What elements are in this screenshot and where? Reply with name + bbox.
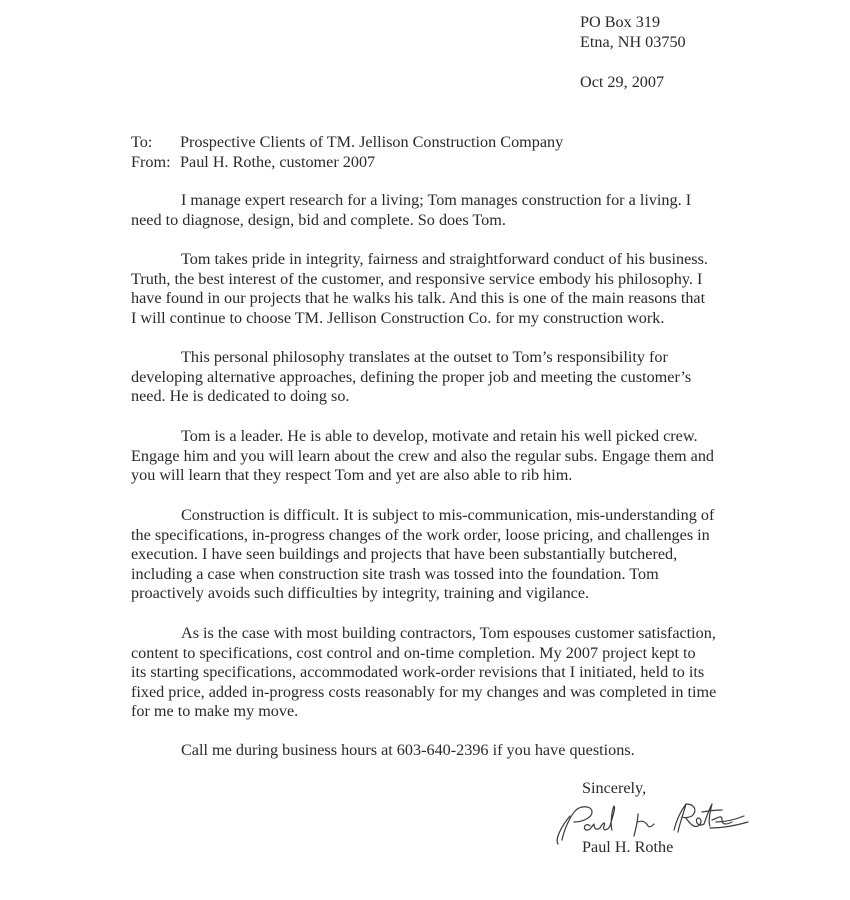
from-label: From: (131, 153, 171, 171)
address-line-2: Etna, NH 03750 (580, 32, 686, 51)
paragraph-1 (131, 191, 771, 230)
paragraph-line: content to specifications, cost control and on-time completion. My 2007 project kept to (131, 643, 696, 662)
paragraph-line: Call me during business hours at 603-640-2396 if you have questions. (181, 741, 635, 759)
paragraph-line: Construction is difficult. It is subject to mis-communication, mis-understanding of (181, 506, 715, 524)
paragraph-line: execution. I have seen buildings and projects that have been substantially butchered, (131, 545, 678, 563)
paragraph-line: As is the case with most building contractors, Tom espouses customer satisfaction, (181, 624, 716, 642)
paragraph-line: the specifications, in-progress changes of the work order, loose pricing, and challenges in (131, 525, 710, 544)
from-line (131, 153, 375, 173)
paragraph-line: need to diagnose, design, bid and complete. So does Tom. (131, 210, 506, 229)
from-value: Paul H. Rothe, customer 2007 (180, 153, 376, 171)
paragraph-line: for me to make my move. (131, 702, 299, 720)
paragraph-line: Engage him and you will learn about the crew and also the regular subs. Engage them and (131, 446, 715, 465)
paragraph-line: fixed price, added in-progress costs reasonably for my changes and was completed in time (131, 682, 717, 701)
paragraph-line: Tom is a leader. He is able to develop, motivate and retain his well picked crew. (181, 427, 698, 445)
paragraph-line: Tom takes pride in integrity, fairness and straightforward conduct of his business. (181, 250, 708, 268)
paragraph-line: have found in our projects that he walks his talk. And this is one of the main reasons that (131, 289, 706, 307)
letter-date: Oct 29, 2007 (580, 73, 665, 91)
sender-address (580, 13, 686, 52)
closing: Sincerely, (582, 779, 647, 797)
paragraph-line: developing alternative approaches, defining the proper job and meeting the customer’s (131, 367, 692, 386)
to-value: Prospective Clients of TM. Jellison Construction Company (180, 133, 564, 151)
address-line-1: PO Box 319 (580, 13, 661, 31)
paragraph-3 (131, 348, 771, 407)
to-label: To: (131, 133, 153, 151)
paragraph-line: its starting specifications, accommodated work-order revisions that I initiated, held to its (131, 663, 705, 681)
paragraph-2 (131, 250, 771, 328)
paragraph-line: I manage expert research for a living; Tom manages construction for a living. I (181, 191, 692, 209)
paragraph-line: This personal philosophy translates at the outset to Tom’s responsibility for (181, 348, 668, 366)
to-line (131, 133, 563, 153)
paragraph-line: including a case when construction site trash was tossed into the foundation. Tom (131, 564, 659, 583)
paragraph-6 (131, 624, 771, 722)
paragraph-4 (131, 427, 771, 486)
paragraph-7 (131, 741, 771, 761)
signer-name: Paul H. Rothe (582, 838, 674, 856)
paragraph-line: you will learn that they respect Tom and yet are also able to rib him. (131, 466, 573, 484)
paragraph-line: I will continue to choose TM. Jellison Construction Co. for my construction work. (131, 308, 665, 327)
paragraph-5 (131, 506, 771, 604)
paragraph-line: need. He is dedicated to doing so. (131, 387, 350, 405)
paragraph-line: proactively avoids such difficulties by integrity, training and vigilance. (131, 584, 590, 602)
paragraph-line: Truth, the best interest of the customer, and responsive service embody his philosophy. I (131, 269, 703, 288)
